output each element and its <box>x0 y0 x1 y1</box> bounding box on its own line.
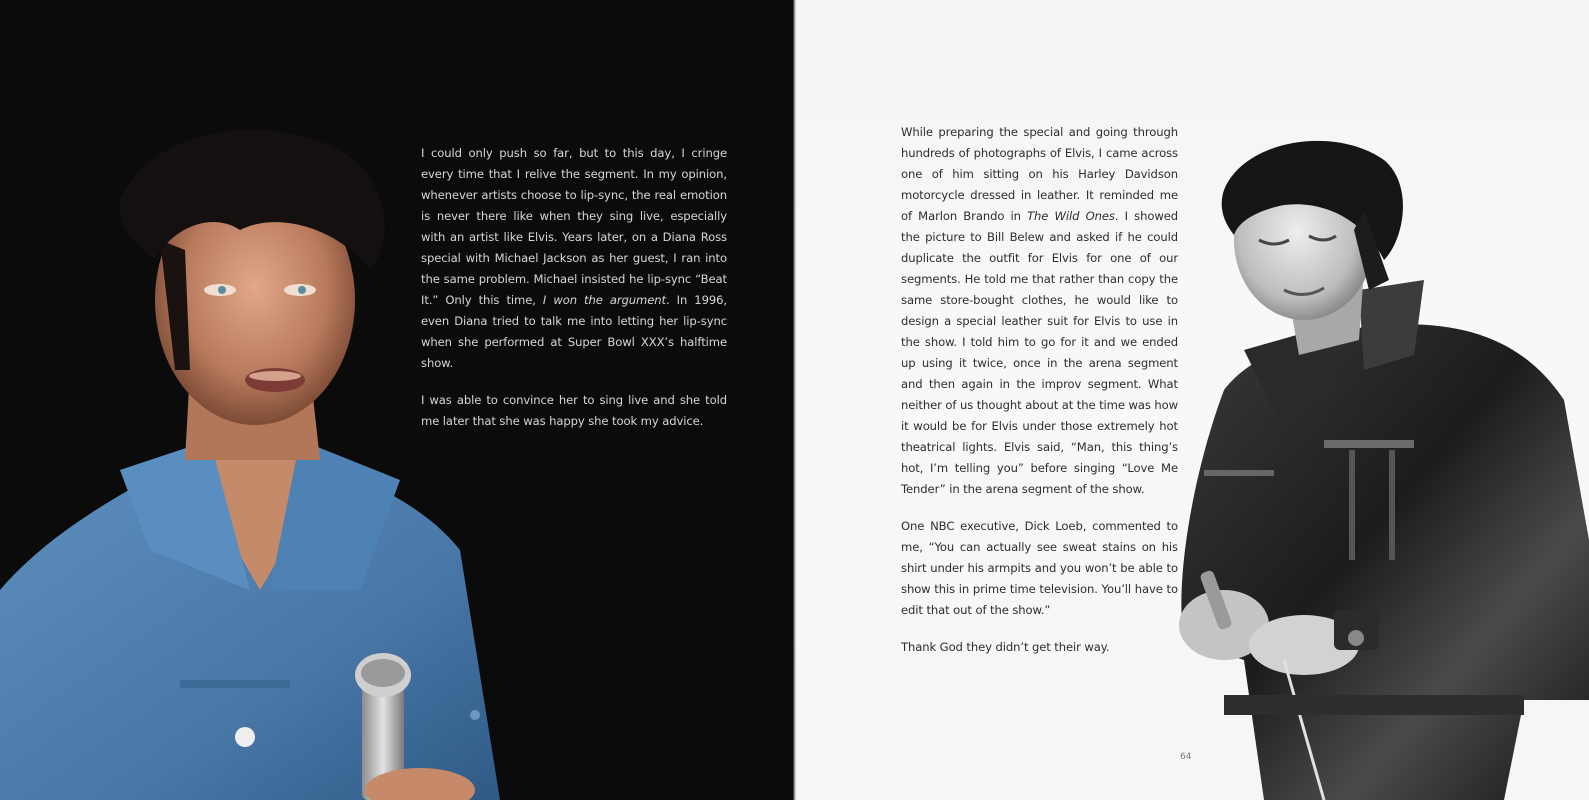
singer-leather-jacket-illustration <box>1164 140 1589 800</box>
page-number: 64 <box>1180 752 1192 762</box>
paragraph: I was able to convince her to sing live and she told me later that she was happy she took my advice. <box>421 393 727 428</box>
left-page <box>0 0 793 800</box>
italic-emphasis: I won the argument <box>542 293 666 307</box>
paragraph: One NBC executive, Dick Loeb, commented to me, “You can actually see sweat stains on his shirt under his armpits and you won’t be able to show this in prime time television. You’ll have to edit that out of the show.” <box>901 519 1178 617</box>
right-page <box>796 0 1589 800</box>
bw-photo-singer <box>1164 140 1589 800</box>
paragraph: I could only push so far, but to this day, I cringe every time that I relive the segment. In my opinion, whenever artists choose to lip-sync, the real emotion is never there like when they sing live, especially with an artist like Elvis. Years later, on a Diana Ross special with Michael Jackson as her guest, I ran into the same problem. Michael insisted he lip-sync “Beat It.” Only this time, I won the argument. In 1996, even Diana tried to talk me into letting her lip-sync when she performed at Super Bowl XXX’s halftime show. <box>421 146 727 370</box>
paragraph: While preparing the special and going through hundreds of photographs of Elvis, I came across one of him sitting on his Harley Davidson motorcycle dressed in leather. It reminded me of Marlon Brando in The Wild Ones. I showed the picture to Bill Belew and asked if he could duplicate the outfit for Elvis for one of our segments. He told me that rather than copy the same store-bought clothes, he would like to design a special leather suit for Elvis to use in the show. I told him to go for it and we ended up using it twice, once in the arena segment and then again in the improv segment. What neither of us thought about at the time was how it would be for Elvis under those extremely hot theatrical lights. Elvis said, “Man, this thing’s hot, I’m telling you” before singing “Love Me Tender” in the arena segment of the show. <box>901 125 1178 496</box>
right-page-text <box>901 122 1178 674</box>
film-title: The Wild Ones <box>1027 209 1115 223</box>
paragraph: Thank God they didn’t get their way. <box>901 640 1110 654</box>
left-page-text <box>421 143 727 448</box>
